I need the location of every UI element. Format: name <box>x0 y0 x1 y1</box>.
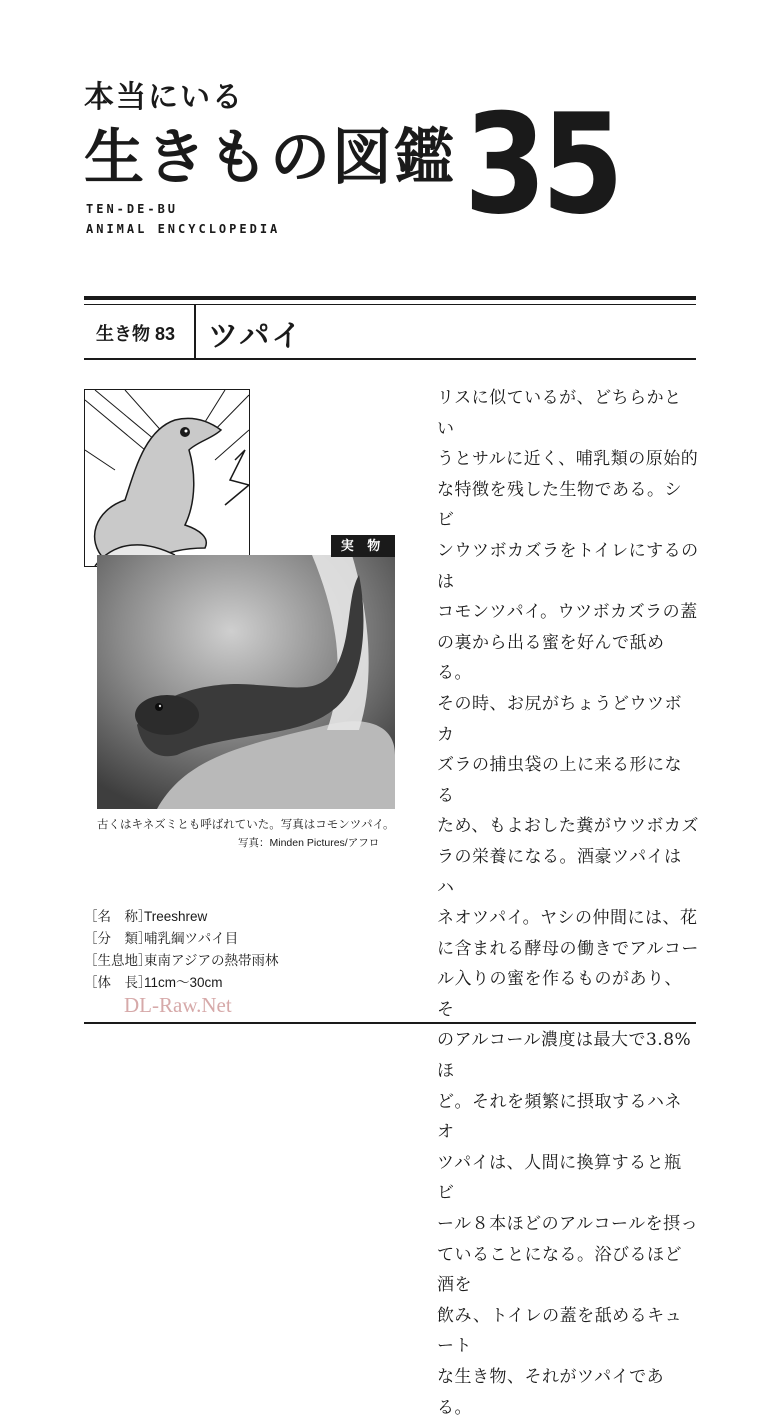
heading-separator <box>194 305 196 359</box>
treeshrew-illustration-icon <box>85 390 249 566</box>
info-row <box>84 949 278 969</box>
series-title: 生きもの図鑑 <box>84 123 456 193</box>
animal-photo <box>97 555 395 809</box>
body-line: ネオツパイ。ヤシの仲間には、花 <box>437 908 698 929</box>
heading-rule-top <box>84 296 696 300</box>
body-line: ル入りの蜜を作るものがあり、そ <box>437 969 682 1020</box>
body-line: ツパイは、人間に換算すると瓶ビ <box>437 1152 682 1204</box>
volume-number: 35 <box>464 84 619 245</box>
body-line: その時、お尻がちょうどウツボカ <box>437 693 682 745</box>
body-line: うとサルに近く、哺乳類の原始的 <box>437 449 699 470</box>
body-text <box>437 383 699 1423</box>
watermark: DL-Raw.Net <box>124 993 232 1017</box>
info-value: 11cm〜30cm <box>144 975 223 990</box>
photo-caption: 古くはキネズミとも呼ばれていた。写真はコモンツパイ。 <box>97 819 395 831</box>
info-key: ［生息地］ <box>84 953 152 968</box>
info-row <box>84 971 223 991</box>
info-value: Treeshrew <box>144 909 208 924</box>
body-line: な特徴を残した生物である。シビ <box>437 479 682 531</box>
body-line: の裏から出る蜜を好んで舐める。 <box>437 632 665 684</box>
photo-credit: 写真：Minden Pictures/アフロ <box>238 837 380 849</box>
info-key: ［体 長］ <box>84 975 152 990</box>
body-line: ため、もよおした糞がウツボカズ <box>437 816 699 837</box>
body-line: ズラの捕虫袋の上に来る形になる <box>437 755 682 806</box>
body-line: リスに似ているが、どちらかとい <box>437 388 682 439</box>
footer-rule <box>84 1022 696 1024</box>
heading-rule-bottom <box>84 358 696 360</box>
english-title-line1: TEN-DE-BU <box>86 202 179 216</box>
info-row <box>84 927 238 947</box>
body-line: な生き物、それがツパイである。 <box>437 1367 665 1418</box>
manga-illustration <box>84 389 250 567</box>
info-value: 東南アジアの熱帯雨林 <box>144 953 279 968</box>
info-key: ［名 称］ <box>84 909 152 924</box>
entry-label: 生き物 83 <box>96 324 176 344</box>
heading-rule-thin <box>84 304 696 305</box>
entry-name: ツパイ <box>208 320 304 353</box>
info-key: ［分 類］ <box>84 931 152 946</box>
english-title-line2: ANIMAL ENCYCLOPEDIA <box>86 222 281 236</box>
body-line: に含まれる酵母の働きでアルコー <box>437 938 699 959</box>
body-line: ンウツボカズラをトイレにするのは <box>437 540 699 592</box>
photo-tag: 実 物 <box>331 535 395 557</box>
treeshrew-photo-icon <box>97 555 395 809</box>
body-line: ど。それを頻繁に摂取するハネオ <box>437 1091 682 1143</box>
series-subtitle: 本当にいる <box>84 81 244 114</box>
body-line: ール８本ほどのアルコールを摂っ <box>437 1214 699 1235</box>
body-line: のアルコール濃度は最大で3.8%ほ <box>437 1030 692 1082</box>
body-line: 飲み、トイレの蓋を舐めるキュート <box>437 1305 683 1357</box>
body-line: コモンツパイ。ウツボカズラの蓋 <box>437 602 698 623</box>
body-line: ていることになる。浴びるほど酒を <box>437 1244 682 1296</box>
info-row <box>84 905 207 925</box>
info-value: 哺乳綱ツパイ目 <box>144 931 239 946</box>
body-line: ラの栄養になる。酒豪ツパイはハ <box>437 846 682 898</box>
